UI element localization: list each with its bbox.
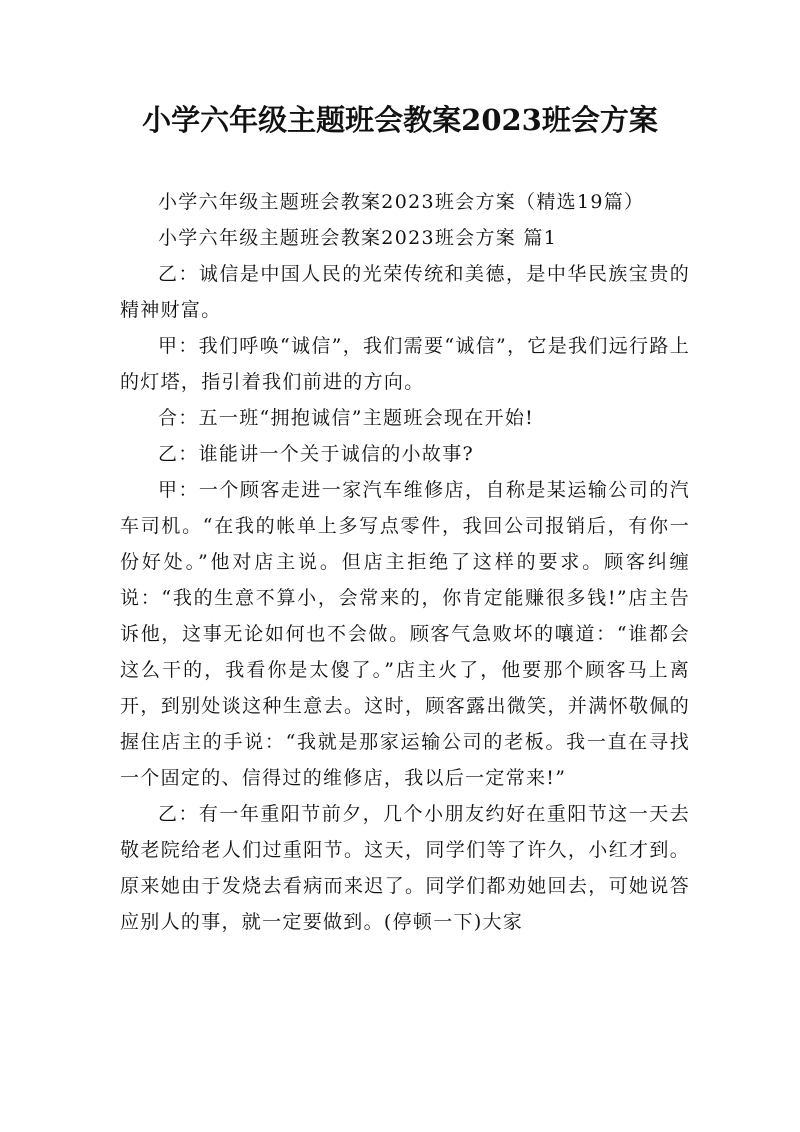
paragraph: 乙：诚信是中国人民的光荣传统和美德，是中华民族宝贵的精神财富。	[120, 263, 690, 321]
paragraph-subtitle: 小学六年级主题班会教案2023班会方案（精选19篇）	[158, 191, 645, 213]
paragraph-section-heading: 小学六年级主题班会教案2023班会方案 篇1	[158, 227, 558, 249]
paragraph: 乙：有一年重阳节前夕，几个小朋友约好在重阳节这一天去敬老院给老人们过重阳节。这天，同学们等了许久，小红才到。原来她由于发烧去看病而来迟了。同学们都劝她回去，可她说答应别人的事，就一定要做到。(停顿一下)大家	[120, 803, 690, 933]
paragraph: 合：五一班“拥抱诚信”主题班会现在开始!	[158, 407, 535, 429]
paragraph: 甲：一个顾客走进一家汽车维修店，自称是某运输公司的汽车司机。“在我的帐单上多写点零件，我回公司报销后，有你一份好处。”他对店主说。但店主拒绝了这样的要求。顾客纠缠说：“我的生意不算小，会常来的，你肯定能赚很多钱!”店主告诉他，这事无论如何也不会做。顾客气急败坏的嚷道：“谁都会这么干的，我看你是太傻了。”店主火了，他要那个顾客马上离开，到别处谈这种生意去。这时，顾客露出微笑，并满怀敬佩的握住店主的手说：“我就是那家运输公司的老板。我一直在寻找一个固定的、信得过的维修店，我以后一定常来!”	[120, 479, 690, 789]
document-body	[120, 184, 690, 940]
paragraph: 甲：我们呼唤“诚信”，我们需要“诚信”，它是我们远行路上的灯塔，指引着我们前进的方向。	[120, 335, 690, 393]
document-title: 小学六年级主题班会教案2023班会方案	[142, 103, 658, 137]
paragraph: 乙：谁能讲一个关于诚信的小故事?	[158, 443, 474, 465]
